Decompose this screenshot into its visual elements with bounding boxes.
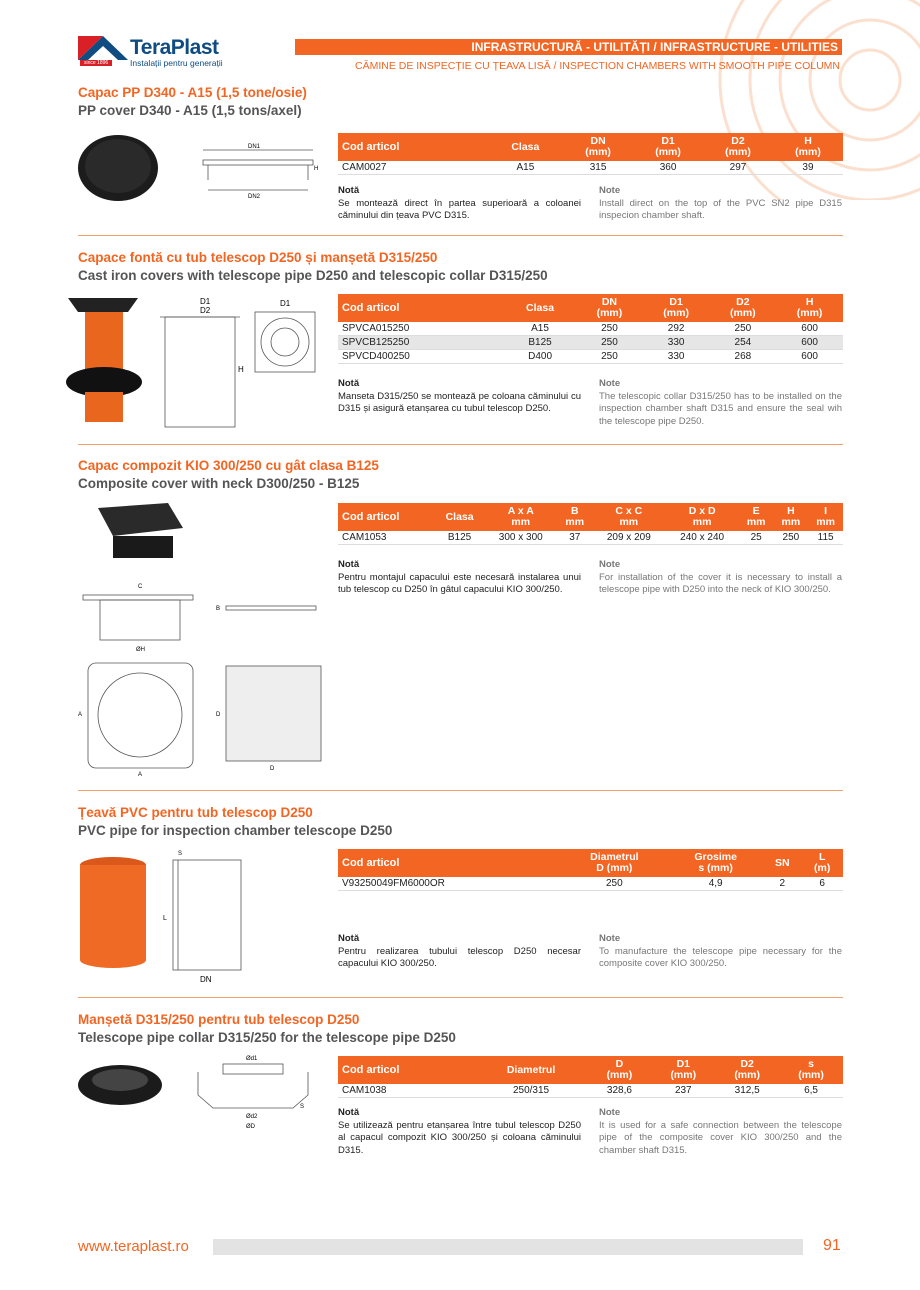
drawing-label: A <box>138 772 143 778</box>
column-header: Clasa <box>435 503 484 531</box>
column-header: s (mm) <box>779 1056 843 1084</box>
table-row <box>338 350 843 364</box>
table-cell: 312,5 <box>715 1084 779 1098</box>
table-cell: D400 <box>504 350 576 364</box>
table-cell: SPVCD400250 <box>338 350 504 364</box>
logo-mark-icon <box>78 36 128 60</box>
table-cell: 600 <box>776 322 843 336</box>
drawing-label: A <box>78 712 83 718</box>
table-cell: 237 <box>651 1084 715 1098</box>
note-label: Notă <box>338 185 360 196</box>
note-label: Note <box>599 559 621 570</box>
drawing-label: L <box>163 915 167 922</box>
table-cell: 297 <box>703 161 773 175</box>
table-cell: 250 <box>774 531 809 545</box>
note-label: Notă <box>338 559 360 570</box>
column-header: H mm <box>774 503 809 531</box>
note-text: Se utilizează pentru etanșarea între tubul telescop D250 al capacul compozit KIO 300/250 și coloana căminului D315. <box>338 1119 581 1156</box>
column-header: D (mm) <box>587 1056 651 1084</box>
table-cell: 115 <box>808 531 843 545</box>
note-label: Note <box>599 378 621 389</box>
table-cell: 39 <box>773 161 843 175</box>
drawing-label: B <box>216 606 221 612</box>
column-header: D2 (mm) <box>710 294 777 322</box>
table-cell: 240 x 240 <box>665 531 738 545</box>
spec-table <box>338 503 843 545</box>
column-header: E mm <box>739 503 774 531</box>
note-en <box>599 559 842 597</box>
table-cell: 2 <box>763 877 801 891</box>
column-header: Clasa <box>488 133 564 161</box>
table-cell: 250 <box>576 350 643 364</box>
table-cell: 254 <box>710 336 777 350</box>
note-text: Pentru realizarea tubului telescop D250 necesar capacului KIO 300/250. <box>338 945 581 969</box>
drawing-label: S <box>300 1104 305 1110</box>
note-label: Note <box>599 1107 621 1118</box>
composite-cover-illustration <box>78 498 323 778</box>
column-header: D1 (mm) <box>651 1056 715 1084</box>
section-title-ro: Țeavă PVC pentru tub telescop D250 <box>78 805 313 820</box>
table-cell: 328,6 <box>587 1084 651 1098</box>
table-cell: 250 <box>561 877 668 891</box>
drawing-label: Ød2 <box>246 1114 258 1120</box>
note-text: The telescopic collar D315/250 has to be installed on the inspection chamber shaft D315 and ensure the seal wih the telescope pipe D250. <box>599 390 842 427</box>
pvc-pipe-illustration <box>78 845 248 985</box>
note-ro <box>338 1107 581 1157</box>
section-title-ro: Capace fontă cu tub telescop D250 și manșetă D315/250 <box>78 250 438 265</box>
column-header: Diametrul D (mm) <box>561 849 668 877</box>
spec-table <box>338 294 843 364</box>
note-ro <box>338 378 581 416</box>
column-header: L (m) <box>801 849 843 877</box>
section-title-ro: Capac compozit KIO 300/250 cu gât clasa B125 <box>78 458 379 473</box>
footer-bar <box>213 1239 803 1255</box>
note-text: Manseta D315/250 se montează pe coloana căminului cu D315 și asigură etanșarea cu tubul telescop D250. <box>338 390 581 414</box>
drawing-label: D <box>216 712 221 718</box>
column-header: D x D mm <box>665 503 738 531</box>
note-en <box>599 378 842 428</box>
section-title-en: Telescope pipe collar D315/250 for the telescope pipe D250 <box>78 1030 456 1045</box>
note-text: Install direct on the top of the PVC SN2 pipe D315 inspecion chamber shaft. <box>599 197 842 221</box>
section-title-en: PVC pipe for inspection chamber telescope D250 <box>78 823 393 838</box>
note-en <box>599 1107 842 1157</box>
product-section-pp-cover <box>78 85 843 235</box>
table-cell: B125 <box>504 336 576 350</box>
section-title-en: Cast iron covers with telescope pipe D250 and telescopic collar D315/250 <box>78 268 548 283</box>
table-row <box>338 322 843 336</box>
product-section-pipe-collar <box>78 1012 843 1162</box>
note-ro <box>338 933 581 971</box>
note-ro <box>338 185 581 223</box>
note-label: Notă <box>338 933 360 944</box>
note-text: To manufacture the telescope pipe necessary for the composite cover KIO 300/250. <box>599 945 842 969</box>
note-label: Note <box>599 933 621 944</box>
page-number: 91 <box>823 1237 841 1254</box>
section-title-ro: Manșetă D315/250 pentru tub telescop D250 <box>78 1012 360 1027</box>
column-header: D1 (mm) <box>633 133 703 161</box>
table-row <box>338 161 843 175</box>
column-header: H (mm) <box>776 294 843 322</box>
section-title-ro: Capac PP D340 - A15 (1,5 tone/osie) <box>78 85 307 100</box>
table-cell: B125 <box>435 531 484 545</box>
table-cell: 300 x 300 <box>484 531 557 545</box>
drawing-label: DN <box>200 975 212 984</box>
table-row <box>338 877 843 891</box>
column-header: DN (mm) <box>576 294 643 322</box>
column-header: B mm <box>557 503 592 531</box>
table-header-row <box>338 1056 843 1084</box>
note-label: Notă <box>338 378 360 389</box>
table-cell: 4,9 <box>668 877 763 891</box>
table-cell: CAM1038 <box>338 1084 475 1098</box>
teraplast-logo <box>78 36 243 68</box>
note-text: Pentru montajul capacului este necesară instalarea unui tub telescop cu D250 în gâtul capacului KIO 300/250. <box>338 571 581 595</box>
table-header-row <box>338 133 843 161</box>
spec-table <box>338 1056 843 1098</box>
product-section-pvc-pipe <box>78 805 843 998</box>
table-cell: 360 <box>633 161 703 175</box>
table-cell: 250/315 <box>475 1084 588 1098</box>
table-cell: SPVCA015250 <box>338 322 504 336</box>
note-en <box>599 185 842 223</box>
table-header-row <box>338 849 843 877</box>
column-header: Diametrul <box>475 1056 588 1084</box>
table-cell: CAM1053 <box>338 531 435 545</box>
cast-iron-cover-illustration <box>60 292 325 442</box>
column-header: C x C mm <box>592 503 665 531</box>
table-cell: 25 <box>739 531 774 545</box>
table-cell: 268 <box>710 350 777 364</box>
table-cell: 250 <box>710 322 777 336</box>
product-section-cast-iron-covers <box>78 250 843 445</box>
pipe-collar-illustration <box>78 1050 323 1135</box>
table-header-row <box>338 294 843 322</box>
brand-tagline: Instalații pentru generații <box>130 58 223 68</box>
note-en <box>599 933 842 971</box>
drawing-label: ØH <box>136 647 145 653</box>
table-cell: 6 <box>801 877 843 891</box>
table-row <box>338 531 843 545</box>
spec-table <box>338 849 843 891</box>
category-bar: INFRASTRUCTURĂ - UTILITĂȚI / INFRASTRUCTURE - UTILITIES <box>295 39 842 55</box>
column-header: I mm <box>808 503 843 531</box>
table-cell: 600 <box>776 336 843 350</box>
table-header-row <box>338 503 843 531</box>
column-header: Cod articol <box>338 503 435 531</box>
drawing-label: DN2 <box>248 194 261 200</box>
note-text: For installation of the cover it is necessary to install a telescope pipe with D250 into the neck of KIO 300/250. <box>599 571 842 595</box>
column-header: Cod articol <box>338 133 488 161</box>
column-header: Clasa <box>504 294 576 322</box>
drawing-label: ØD <box>246 1124 255 1130</box>
section-title-en: Composite cover with neck D300/250 - B125 <box>78 476 360 491</box>
column-header: H (mm) <box>773 133 843 161</box>
table-cell: V93250049FM6000OR <box>338 877 561 891</box>
column-header: Grosime s (mm) <box>668 849 763 877</box>
table-cell: 330 <box>643 336 710 350</box>
drawing-label: H <box>238 365 244 374</box>
drawing-label: DN1 <box>248 144 261 150</box>
column-header: D1 (mm) <box>643 294 710 322</box>
table-cell: 600 <box>776 350 843 364</box>
column-header: Cod articol <box>338 294 504 322</box>
table-cell: CAM0027 <box>338 161 488 175</box>
column-header: D2 (mm) <box>703 133 773 161</box>
table-cell: 209 x 209 <box>592 531 665 545</box>
product-section-composite-cover <box>78 458 843 791</box>
note-text: It is used for a safe connection between the telescope pipe of the composite cover KIO 300/250 and the chamber shaft D315. <box>599 1119 842 1156</box>
drawing-label: D1 <box>200 297 211 306</box>
section-title-en: PP cover D340 - A15 (1,5 tons/axel) <box>78 103 302 118</box>
drawing-label: H <box>314 166 319 172</box>
column-header: Cod articol <box>338 1056 475 1084</box>
table-cell: SPVCB125250 <box>338 336 504 350</box>
table-cell: 315 <box>563 161 633 175</box>
column-header: Cod articol <box>338 849 561 877</box>
table-cell: 330 <box>643 350 710 364</box>
table-cell: 37 <box>557 531 592 545</box>
drawing-label: S <box>178 851 183 857</box>
drawing-label: C <box>138 584 143 590</box>
table-row <box>338 1084 843 1098</box>
column-header: SN <box>763 849 801 877</box>
note-ro <box>338 559 581 597</box>
drawing-label: D2 <box>200 306 211 315</box>
table-cell: A15 <box>504 322 576 336</box>
table-cell: 250 <box>576 336 643 350</box>
table-cell: A15 <box>488 161 564 175</box>
pp-cover-illustration <box>78 130 323 210</box>
brand-name: TeraPlast <box>130 36 219 59</box>
website-link[interactable]: www.teraplast.ro <box>78 1238 189 1255</box>
table-row <box>338 336 843 350</box>
note-label: Note <box>599 185 621 196</box>
drawing-label: Ød1 <box>246 1056 258 1062</box>
table-cell: 292 <box>643 322 710 336</box>
table-cell: 6,5 <box>779 1084 843 1098</box>
subcategory: CĂMINE DE INSPECȚIE CU ȚEAVA LISĂ / INSPECTION CHAMBERS WITH SMOOTH PIPE COLUMN <box>354 60 840 72</box>
note-label: Notă <box>338 1107 360 1118</box>
column-header: A x A mm <box>484 503 557 531</box>
column-header: DN (mm) <box>563 133 633 161</box>
note-text: Se montează direct în partea superioară a coloanei căminului din țeava PVC D315. <box>338 197 581 221</box>
spec-table <box>338 133 843 175</box>
brand-since: since 1896 <box>80 60 112 66</box>
drawing-label: D <box>270 766 275 772</box>
column-header: D2 (mm) <box>715 1056 779 1084</box>
table-cell: 250 <box>576 322 643 336</box>
drawing-label: D1 <box>280 299 291 308</box>
